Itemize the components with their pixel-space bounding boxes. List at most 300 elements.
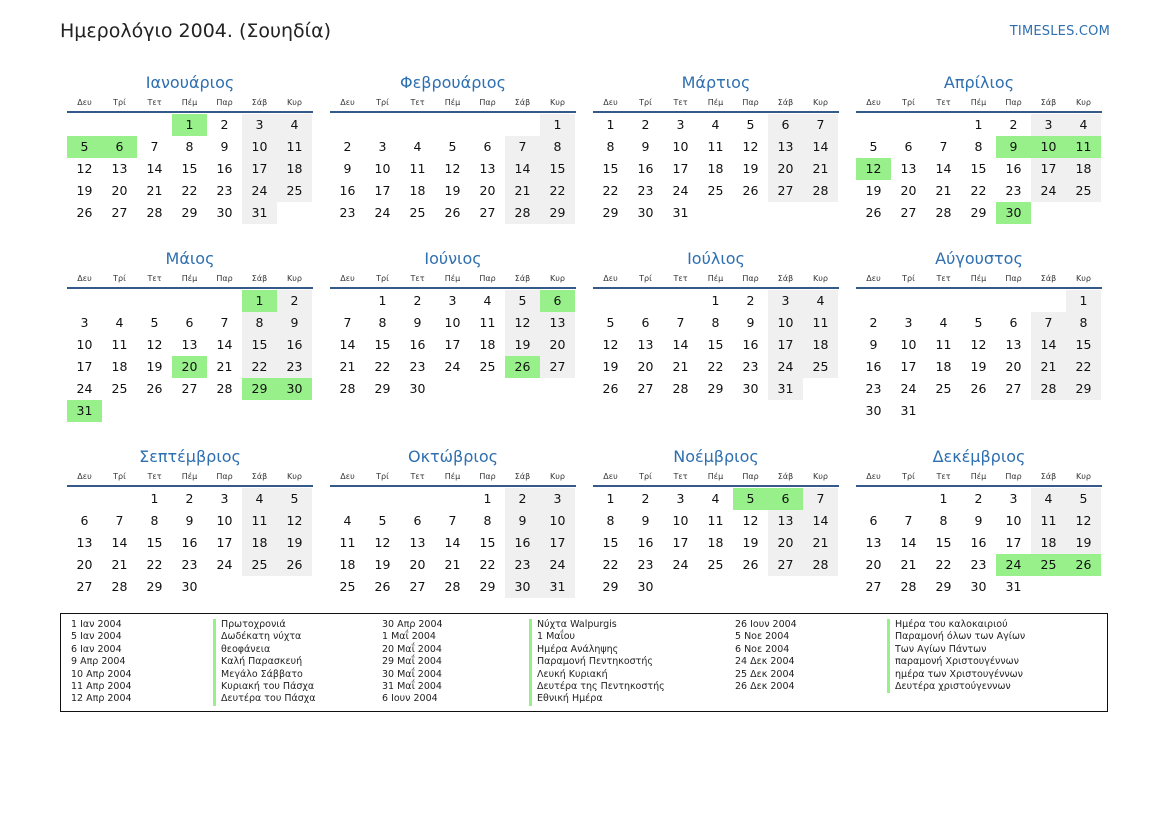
day-cell: 1 [606,491,615,506]
day-cell: 15 [1066,334,1101,356]
weekday-label: Τρί [639,274,652,283]
day-cell: 24 [444,359,461,374]
day-cell: 4 [711,491,720,506]
day-cell: 13 [181,337,198,352]
day-cell: 23 [339,205,356,220]
holiday-date: 11 Απρ 2004 [71,681,132,693]
day-cell: 7 [803,114,838,136]
holiday-date: 5 Ιαν 2004 [71,631,122,643]
day-cell: 25 [935,381,952,396]
weekday-label: Πέμ [707,98,724,107]
day-cell: 16 [216,161,233,176]
empty-cell [102,488,137,510]
day-cell: 15 [935,535,952,550]
day-cell: 27 [479,205,496,220]
day-cell: 14 [1031,334,1066,356]
day-cell: 19 [742,535,759,550]
day-cell: 3 [676,491,685,506]
weekday-label: Κυρ [287,472,302,481]
day-cell: 7 [220,315,229,330]
day-cell: 5 [150,315,159,330]
empty-cell [207,576,242,598]
day-cell: 12 [970,337,987,352]
day-cell: 30 [637,205,654,220]
day-cell: 25 [1066,180,1101,202]
day-cell: 13 [865,535,882,550]
day-cell: 21 [216,359,233,374]
day-cell: 12 [146,337,163,352]
day-cell: 4 [343,513,352,528]
day-cell: 9 [505,510,540,532]
day-cell: 30 [742,381,759,396]
weekday-label: Σάβ [251,274,268,283]
week-row [856,510,1102,532]
day-cell: 1 [606,117,615,132]
holiday-name: Νύχτα Walpurgis [529,619,665,631]
week-row [67,356,313,378]
empty-cell [803,576,838,598]
day-cell: 26 [742,557,759,572]
day-cell: 29 [479,579,496,594]
month-name: Μάιος [165,249,215,268]
day-cell: 27 [900,205,917,220]
day-cell: 22 [540,180,575,202]
weekday-label: Σάβ [514,98,531,107]
day-cell: 7 [904,513,913,528]
week-row [67,400,313,422]
day-cell: 31 [900,403,917,418]
day-cell: 27 [768,180,803,202]
holiday-day-cell: 6 [540,290,575,312]
day-cell: 12 [602,337,619,352]
weekday-label: Δευ [866,472,881,481]
weekday-header [856,96,1102,113]
holiday-name: Εθνική Ημέρα [529,693,665,705]
holiday-day-cell: 24 [996,554,1031,576]
day-cell: 11 [242,510,277,532]
day-cell: 2 [277,290,312,312]
day-cell: 29 [540,202,575,224]
day-cell: 24 [1031,180,1066,202]
day-cell: 18 [707,535,724,550]
holiday-day-cell: 26 [1066,554,1101,576]
weekday-label: Τρί [113,472,126,481]
month-name: Απρίλιος [943,73,1015,92]
holiday-date: 6 Νοε 2004 [735,643,790,655]
month-name: Μάρτιος [681,73,751,92]
day-cell: 11 [803,312,838,334]
day-cell: 8 [242,312,277,334]
week-row [67,488,313,510]
day-cell: 15 [242,334,277,356]
weekday-label: Παρ [479,472,496,481]
day-cell: 12 [76,161,93,176]
day-cell: 24 [768,356,803,378]
holiday-dates-column [735,619,797,693]
day-cell: 9 [869,337,878,352]
month-name: Αύγουστος [935,249,1023,268]
day-cell: 25 [803,356,838,378]
day-cell: 8 [974,139,983,154]
empty-cell [1066,202,1101,224]
day-cell: 26 [865,205,882,220]
day-cell: 27 [637,381,654,396]
day-cell: 27 [865,579,882,594]
week-row [330,136,576,158]
day-cell: 13 [111,161,128,176]
day-cell: 6 [185,315,194,330]
day-cell: 24 [672,183,689,198]
day-cell: 8 [1066,312,1101,334]
day-cell: 14 [672,337,689,352]
day-cell: 17 [1031,158,1066,180]
day-cell: 29 [1066,378,1101,400]
empty-cell [67,114,102,136]
week-row [67,510,313,532]
day-cell: 20 [1005,359,1022,374]
weekday-label: Παρ [216,98,233,107]
day-cell: 9 [746,315,755,330]
week-row [856,202,1102,224]
day-cell: 12 [277,510,312,532]
day-cell: 29 [181,205,198,220]
day-cell: 17 [76,359,93,374]
holiday-date: 1 Ιαν 2004 [71,619,122,630]
day-cell: 22 [242,356,277,378]
day-cell: 16 [409,337,426,352]
day-cell: 4 [1066,114,1101,136]
day-cell: 14 [803,136,838,158]
day-cell: 28 [216,381,233,396]
weekday-label: Τετ [147,98,162,107]
month-calendar [67,248,313,422]
day-cell: 1 [378,293,387,308]
day-cell: 10 [540,510,575,532]
day-cell: 24 [900,381,917,396]
day-cell: 10 [444,315,461,330]
week-row [593,290,839,312]
holiday-name: Παραμονή όλων των Αγίων [887,631,1025,643]
empty-cell [102,290,137,312]
holiday-date: 30 Απρ 2004 [382,619,443,630]
week-row [330,202,576,224]
day-cell: 16 [505,532,540,554]
holiday-date: 29 Μαΐ 2004 [382,656,442,668]
week-row [330,510,576,532]
holiday-name: Δευτέρα της Πεντηκοστής [529,681,665,693]
month-calendar [330,446,576,598]
weekday-label: Κυρ [1076,472,1091,481]
day-cell: 16 [865,359,882,374]
weekday-label: Δευ [77,472,92,481]
day-cell: 28 [505,202,540,224]
day-cell: 19 [146,359,163,374]
holiday-date: 6 Ιαν 2004 [71,643,122,655]
day-cell: 20 [900,183,917,198]
weekday-header [67,96,313,113]
month-name: Ιανουάριος [145,73,235,92]
holiday-day-cell: 1 [172,114,207,136]
day-cell: 1 [1066,290,1101,312]
weekday-label: Τρί [639,472,652,481]
weekday-label: Πέμ [181,472,198,481]
day-cell: 26 [374,579,391,594]
day-cell: 28 [444,579,461,594]
day-cell: 14 [146,161,163,176]
empty-cell [172,400,207,422]
day-cell: 1 [711,293,720,308]
weekday-label: Κυρ [550,472,565,481]
week-row [593,202,839,224]
month-calendar [856,248,1102,422]
week-row [593,180,839,202]
month-calendar [330,72,576,224]
empty-cell [365,488,400,510]
day-cell: 8 [540,136,575,158]
holiday-name: Ημέρα Ανάληψης [529,644,665,656]
day-cell: 21 [672,359,689,374]
month-name: Ιούλιος [687,249,745,268]
day-cell: 10 [768,312,803,334]
holiday-day-cell: 9 [996,136,1031,158]
holiday-name: Δευτέρα του Πάσχα [213,693,316,705]
day-cell: 1 [974,117,983,132]
week-row [67,532,313,554]
day-cell: 8 [150,513,159,528]
day-cell: 14 [935,161,952,176]
day-cell: 31 [672,205,689,220]
weekday-label: Πέμ [444,472,461,481]
empty-cell [733,202,768,224]
week-row [330,158,576,180]
week-row [67,378,313,400]
day-cell: 14 [803,510,838,532]
day-cell: 15 [374,337,391,352]
week-row [856,356,1102,378]
holidays-list [60,613,1108,712]
empty-cell [1031,290,1066,312]
day-cell: 17 [672,161,689,176]
day-cell: 5 [277,488,312,510]
day-cell: 31 [242,202,277,224]
day-cell: 29 [602,205,619,220]
month-calendar [67,72,313,224]
holiday-day-cell: 25 [1031,554,1066,576]
empty-cell [277,576,312,598]
day-cell: 21 [444,557,461,572]
empty-cell [891,114,926,136]
day-cell: 28 [1031,378,1066,400]
months-grid [67,0,1107,610]
empty-cell [102,114,137,136]
weekday-label: Πέμ [444,98,461,107]
weekday-label: Σάβ [1040,274,1057,283]
empty-cell [698,576,733,598]
day-cell: 28 [803,180,838,202]
day-cell: 29 [970,205,987,220]
day-cell: 23 [1005,183,1022,198]
weekday-label: Κυρ [1076,274,1091,283]
day-cell: 21 [900,557,917,572]
empty-cell [330,290,365,312]
holiday-dates-column [382,619,443,706]
day-cell: 6 [641,315,650,330]
day-cell: 10 [76,337,93,352]
day-cell: 3 [220,491,229,506]
holiday-day-cell: 5 [67,136,102,158]
day-cell: 16 [637,535,654,550]
day-cell: 13 [479,161,496,176]
month-calendar [67,446,313,598]
day-cell: 30 [216,205,233,220]
holiday-date: 31 Μαΐ 2004 [382,681,442,693]
week-row [330,378,576,400]
day-cell: 13 [900,161,917,176]
empty-cell [1031,400,1066,422]
day-cell: 23 [637,557,654,572]
day-cell: 17 [672,535,689,550]
empty-cell [435,378,470,400]
day-cell: 30 [409,381,426,396]
empty-cell [435,114,470,136]
holiday-name: ημέρα των Χριστουγέννων [887,669,1025,681]
day-cell: 21 [1031,356,1066,378]
day-cell: 11 [339,535,356,550]
day-cell: 12 [742,139,759,154]
weekday-header [593,470,839,487]
holiday-name: παραμονή Χριστουγέννων [887,656,1025,668]
empty-cell [330,114,365,136]
day-cell: 27 [181,381,198,396]
day-cell: 7 [343,315,352,330]
empty-cell [400,488,435,510]
empty-cell [961,290,996,312]
day-cell: 5 [746,117,755,132]
weekday-label: Κυρ [287,98,302,107]
empty-cell [207,400,242,422]
day-cell: 6 [1009,315,1018,330]
weekday-label: Δευ [603,274,618,283]
weekday-label: Τετ [936,274,951,283]
month-name: Σεπτέμβριος [139,447,241,466]
day-cell: 21 [111,557,128,572]
day-cell: 6 [904,139,913,154]
day-cell: 20 [76,557,93,572]
day-cell: 31 [1005,579,1022,594]
empty-cell [435,488,470,510]
day-cell: 30 [970,579,987,594]
weekday-label: Τετ [936,98,951,107]
day-cell: 30 [505,576,540,598]
day-cell: 24 [672,557,689,572]
empty-cell [1066,576,1101,598]
empty-cell [470,114,505,136]
day-cell: 10 [216,513,233,528]
day-cell: 4 [242,488,277,510]
day-cell: 14 [505,158,540,180]
week-row [330,532,576,554]
day-cell: 13 [1005,337,1022,352]
week-row [593,312,839,334]
day-cell: 18 [479,337,496,352]
week-row [330,290,576,312]
holiday-day-cell: 30 [996,202,1031,224]
day-cell: 7 [150,139,159,154]
empty-cell [277,400,312,422]
day-cell: 21 [803,532,838,554]
day-cell: 15 [540,158,575,180]
weekday-label: Δευ [866,98,881,107]
page-title: Ημερολόγιο 2004. (Σουηδία) [60,20,332,42]
empty-cell [996,400,1031,422]
weekday-label: Παρ [742,98,759,107]
month-calendar [330,248,576,400]
weekday-header [67,272,313,289]
month-name: Ιούνιος [424,249,482,268]
day-cell: 18 [111,359,128,374]
holiday-day-cell: 31 [67,400,102,422]
holiday-date: 5 Νοε 2004 [735,631,790,643]
weekday-header [856,272,1102,289]
day-cell: 9 [185,513,194,528]
holiday-name: Καλή Παρασκευή [213,656,316,668]
day-cell: 3 [242,114,277,136]
day-cell: 20 [865,557,882,572]
day-cell: 8 [483,513,492,528]
day-cell: 1 [483,491,492,506]
day-cell: 16 [339,183,356,198]
day-cell: 16 [277,334,312,356]
day-cell: 6 [483,139,492,154]
day-cell: 12 [444,161,461,176]
day-cell: 26 [146,381,163,396]
week-row [856,290,1102,312]
day-cell: 9 [641,139,650,154]
day-cell: 3 [80,315,89,330]
site-link[interactable]: TIMESLES.COM [1009,24,1110,39]
day-cell: 3 [1009,491,1018,506]
day-cell: 16 [1005,161,1022,176]
day-cell: 10 [242,136,277,158]
day-cell: 7 [676,315,685,330]
week-row [856,158,1102,180]
day-cell: 11 [479,315,496,330]
day-cell: 19 [1066,532,1101,554]
week-row [330,488,576,510]
empty-cell [803,202,838,224]
day-cell: 24 [242,180,277,202]
day-cell: 11 [1031,510,1066,532]
weekday-label: Τρί [113,98,126,107]
day-cell: 28 [935,205,952,220]
day-cell: 6 [768,114,803,136]
day-cell: 22 [707,359,724,374]
week-row [856,312,1102,334]
day-cell: 17 [444,337,461,352]
empty-cell [242,576,277,598]
weekday-label: Πέμ [970,274,987,283]
weekday-label: Πέμ [181,98,198,107]
week-row [856,136,1102,158]
empty-cell [628,290,663,312]
empty-cell [856,488,891,510]
day-cell: 21 [935,183,952,198]
day-cell: 20 [479,183,496,198]
day-cell: 22 [935,557,952,572]
day-cell: 27 [409,579,426,594]
empty-cell [1031,202,1066,224]
weekday-label: Παρ [742,274,759,283]
